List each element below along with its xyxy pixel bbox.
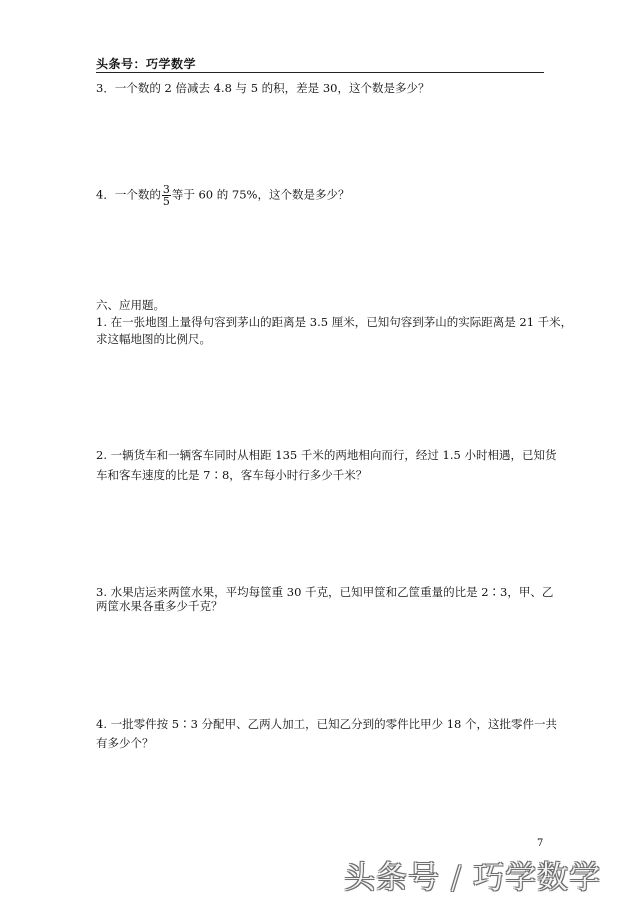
page-number: 7 <box>537 838 544 849</box>
applied-2-line2: 车和客车速度的比是 7∶8，客车每小时行多少千米？ <box>96 468 368 482</box>
applied-1-line2: 求这幅地图的比例尺。 <box>96 332 211 346</box>
problem-4-prefix: 4．一个数的 <box>96 187 161 202</box>
applied-3-line2: 两筐水果各重多少千克？ <box>96 599 223 613</box>
applied-1-line1: 1. 在一张地图上量得句容到茅山的距离是 3.5 厘米，已知句容到茅山的实际距离是 21 千米， <box>96 315 573 329</box>
applied-4-line1: 4. 一批零件按 5∶3 分配甲、乙两人加工，已知乙分到的零件比甲少 18 个，这批零件一共 <box>96 717 558 731</box>
page-header <box>96 54 544 73</box>
section-title: 六、应用题。 <box>96 298 165 312</box>
fraction-numerator: 3 <box>162 183 170 196</box>
problem-3-text: 3．一个数的 2 倍减去 4.8 与 5 的积，差是 30，这个数是多少？ <box>96 81 430 95</box>
watermark: 头条号 / 巧学数学 <box>344 860 602 896</box>
header-title: 头条号：巧学数学 <box>96 57 197 71</box>
applied-4-line2: 有多少个？ <box>96 736 154 750</box>
applied-2-line1: 2. 一辆货车和一辆客车同时从相距 135 千米的两地相向而行，经过 1.5 小时相遇，已知货 <box>96 448 557 462</box>
problem-4-suffix: 等于 60 的 75%，这个数是多少？ <box>171 187 350 202</box>
fraction <box>162 184 171 207</box>
fraction-denominator: 5 <box>162 195 170 208</box>
applied-3-line1: 3. 水果店运来两筐水果，平均每筐重 30 千克，已知甲筐和乙筐重量的比是 2∶3，甲、乙 <box>96 585 554 599</box>
problem-4-text <box>96 184 350 207</box>
